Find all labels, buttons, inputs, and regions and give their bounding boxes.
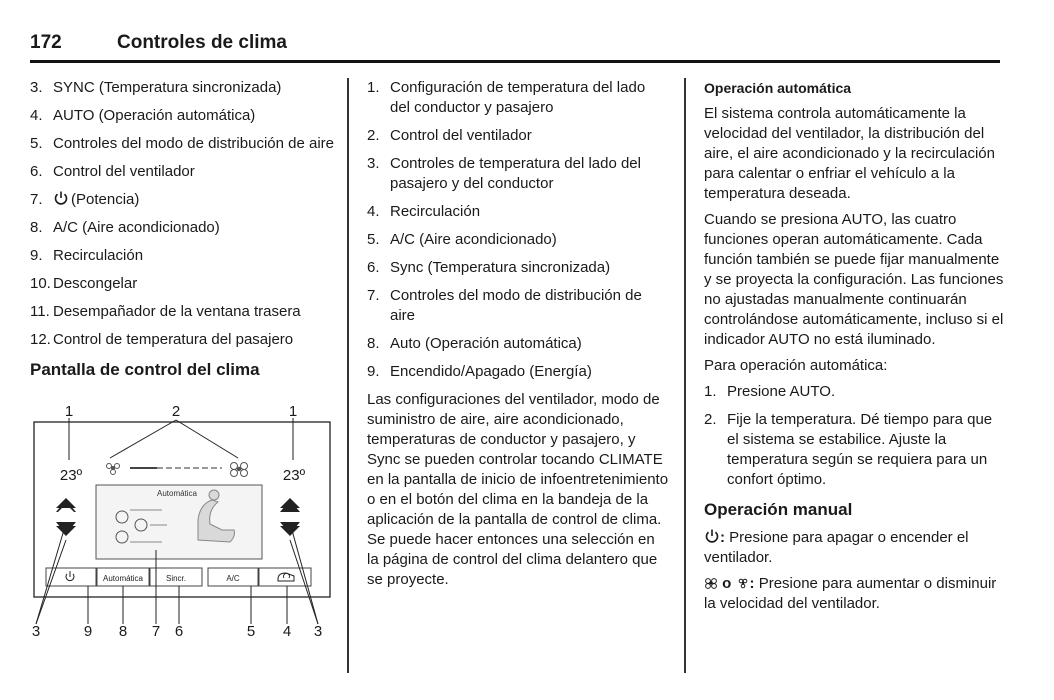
fan-down-icon — [736, 576, 750, 590]
list-item: 4. AUTO (Operación automática) — [30, 107, 256, 124]
callout-number: 6 — [174, 623, 184, 640]
temp-left: 23º — [59, 467, 83, 484]
screen-mode-label: Automática — [156, 489, 198, 498]
page-header — [30, 30, 1000, 60]
page-number: 172 — [30, 32, 62, 53]
column-1 — [30, 78, 340, 388]
list-item: 3. SYNC (Temperatura sincronizada) — [30, 79, 282, 96]
power-description: : Presione para apagar o encender el ventilador. — [704, 529, 969, 566]
list-item: 7. Controles del modo de distribución de aire — [367, 287, 642, 324]
list-item: 4. Recirculación — [367, 203, 481, 220]
callout-number: 2 — [171, 403, 181, 420]
list-item: 9. Encendido/Apagado (Energía) — [367, 363, 592, 380]
callout-number: 3 — [313, 623, 323, 640]
body-paragraph: Las configuraciones del ventilador, modo de suministro de aire, aire acondicionado, temperaturas de conductor y pasajero, y Sync se pueden controlar tocando CLIMATE en la pantalla de inicio de infoentretenimiento o en el botón del clima en la bandeja de la aplicación de la pantalla de control de clima. Se puede hacer entonces una selección en la página de control del clima delantero que se proyecte. — [367, 391, 669, 588]
list-item: 10. Descongelar — [30, 275, 138, 292]
page-title: Controles de clima — [117, 32, 287, 53]
power-button — [46, 568, 96, 586]
list-item: 7. (Potencia) — [30, 191, 140, 208]
callout-number: 4 — [282, 623, 292, 640]
svg-text:Sincr.: Sincr. — [165, 574, 187, 583]
svg-text:Automática: Automática — [102, 574, 144, 583]
fan-up-icon — [704, 576, 718, 590]
list-item: 1. Configuración de temperatura del lado del conductor y pasajero — [367, 79, 646, 116]
list-item: 5. Controles del modo de distribución de aire — [30, 135, 334, 152]
section-title: Pantalla de control del clima — [30, 360, 260, 379]
list-item: 2. Fije la temperatura. Dé tiempo para que el sistema se estabilice. Ajuste la temperatura según se requiera para un confort óptimo. — [704, 411, 993, 488]
list-item: 12. Control de temperatura del pasajero — [30, 331, 294, 348]
list-item: 3. Controles de temperatura del lado del pasajero y del conductor — [367, 155, 641, 192]
body-paragraph: Para operación automática: — [704, 357, 888, 374]
column-3 — [704, 78, 1004, 620]
list-item: 2. Control del ventilador — [367, 127, 532, 144]
list-item: 1. Presione AUTO. — [704, 383, 836, 400]
list-item: 6. Control del ventilador — [30, 163, 195, 180]
callout-number: 7 — [151, 623, 161, 640]
body-paragraph: El sistema controla automáticamente la velocidad del ventilador, la distribución del aire, el aire acondicionado y la recirculación para calentar o enfriar el vehículo a la temperatura deseada. — [704, 105, 995, 202]
header-rule — [30, 60, 1000, 63]
fan-description: o : Presione para aumentar o disminuir la velocidad del ventilador. — [704, 575, 997, 612]
list-item: 6. Sync (Temperatura sincronizada) — [367, 259, 611, 276]
list-item: 11. Desempañador de la ventana trasera — [30, 303, 301, 320]
column-divider — [347, 78, 349, 673]
list-item: 8. Auto (Operación automática) — [367, 335, 582, 352]
manual-operation-title: Operación manual — [704, 500, 853, 519]
power-icon — [53, 190, 69, 206]
callout-number: 9 — [83, 623, 93, 640]
callout-number: 1 — [64, 403, 74, 420]
power-icon — [704, 528, 720, 544]
list-item: 9. Recirculación — [30, 247, 144, 264]
auto-operation-title: Operación automática — [704, 80, 852, 96]
callout-number: 3 — [31, 623, 41, 640]
callout-number: 1 — [288, 403, 298, 420]
temp-right: 23º — [282, 467, 306, 484]
climate-control-figure — [22, 400, 340, 645]
list-item: 5. A/C (Aire acondicionado) — [367, 231, 557, 248]
column-divider — [684, 78, 686, 673]
list-item: 8. A/C (Aire acondicionado) — [30, 219, 220, 236]
callout-number: 8 — [118, 623, 128, 640]
column-2 — [367, 78, 669, 596]
body-paragraph: Cuando se presiona AUTO, las cuatro funciones operan automáticamente. Cada función también se puede fijar manualmente y se proyecta la configuración. Las funciones no ajustadas manualmente continuarán controlándose automáticamente, incluso si el indicador AUTO no está iluminado. — [704, 211, 1004, 348]
svg-text:A/C: A/C — [226, 574, 240, 583]
callout-number: 5 — [246, 623, 256, 640]
